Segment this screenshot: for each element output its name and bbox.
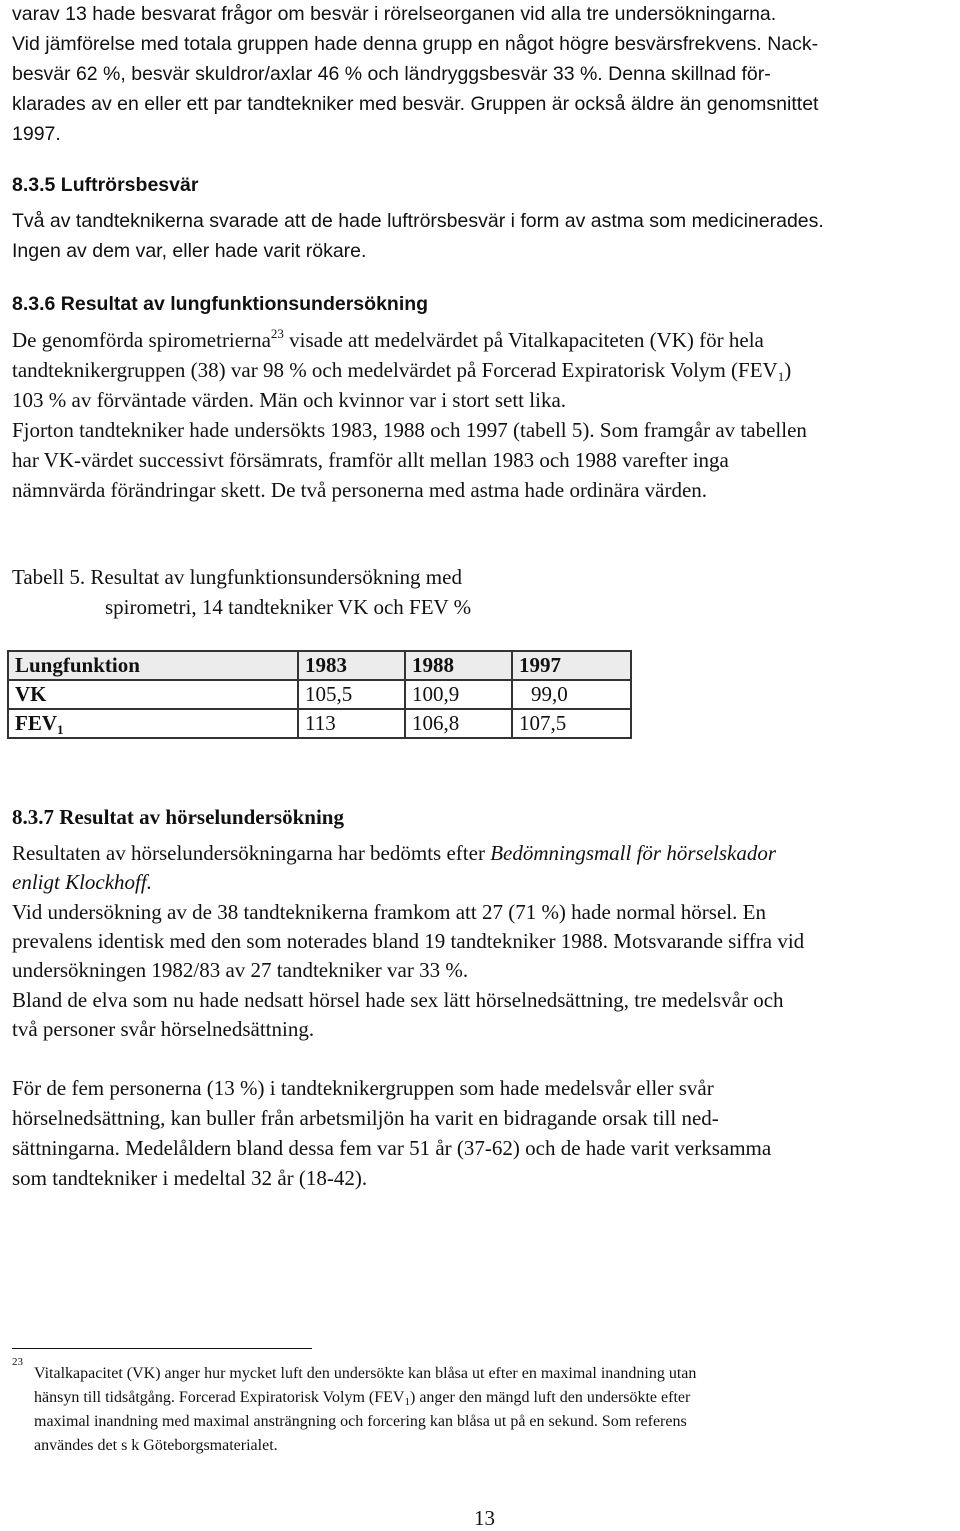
footnote-ref: 23 xyxy=(270,326,284,341)
section-837-para2-line-4: som tandtekniker i medeltal 32 år (18-42). xyxy=(12,1166,368,1190)
intro-line-1: varav 13 hade besvarat frågor om besvär i rörelseorganen vid alla tre undersökningarna. xyxy=(12,3,777,25)
table-header-cell: 1983 xyxy=(298,651,405,680)
section-837-line-6: Bland de elva som nu hade nedsatt hörsel hade sex lätt hörselnedsättning, tre medelsvår och xyxy=(12,988,784,1012)
section-837-line-3: Vid undersökning av de 38 tandteknikerna framkom att 27 (71 %) hade normal hörsel. En xyxy=(12,900,766,924)
table-cell: 100,9 xyxy=(405,680,512,709)
section-836-heading: 8.3.6 Resultat av lungfunktionsundersökning xyxy=(12,293,429,315)
section-835-line-2: Ingen av dem var, eller hade varit rökare. xyxy=(12,240,367,262)
intro-line-3: besvär 62 %, besvär skuldror/axlar 46 % och ländryggsbesvär 33 %. Denna skillnad för- xyxy=(12,63,771,85)
footnote-mark: 23 xyxy=(12,1356,23,1368)
table-cell: 99,0 xyxy=(512,680,631,709)
table-header-cell: 1997 xyxy=(512,651,631,680)
section-837-para2-line-2: hörselnedsättning, kan buller från arbetsmiljön ha varit en bidragande orsak till ned- xyxy=(12,1106,719,1130)
section-836-line-3: 103 % av förväntade värden. Män och kvinnor var i stort sett lika. xyxy=(12,388,567,412)
table-cell: 106,8 xyxy=(405,709,512,738)
table-row-label: VK xyxy=(8,680,298,709)
table-header-row xyxy=(8,651,631,680)
section-835-heading: 8.3.5 Luftrörsbesvär xyxy=(12,174,199,196)
section-837-line-4: prevalens identisk med den som noterades bland 19 tandtekniker 1988. Motsvarande siffra vid xyxy=(12,929,805,953)
section-836-line-6: nämnvärda förändringar skett. De två personerna med astma hade ordinära värden. xyxy=(12,478,708,502)
footnote-line-2: hänsyn till tidsåtgång. Forcerad Expiratorisk Volym $(FEV_1)$ anger den mängd luft den undersökte efter xyxy=(34,1389,691,1408)
table-caption-line-2: spirometri, 14 tandtekniker VK och FEV % xyxy=(105,595,472,619)
table-cell: 105,5 xyxy=(298,680,405,709)
section-836-line-5: har VK-värdet successivt försämrats, framför allt mellan 1983 och 1988 varefter inga xyxy=(12,448,729,472)
intro-line-4: klarades av en eller ett par tandtekniker med besvär. Gruppen är också äldre än genomsnittet xyxy=(12,93,819,115)
section-837-line-2: enligt Klockhoff. xyxy=(12,870,152,894)
footnote-line-1: Vitalkapacitet (VK) anger hur mycket luft den undersökte kan blåsa ut efter en maximal inandning utan xyxy=(34,1365,697,1382)
section-836-line-1: De genomförda spirometrierna$^{23}$ visade att medelvärdet på Vitalkapaciteten (VK) för hela xyxy=(12,326,764,352)
footnote-line-4: användes det s k Göteborgsmaterialet. xyxy=(34,1437,278,1454)
section-836-line-4: Fjorton tandtekniker hade undersökts 1983, 1988 och 1997 (tabell 5). Som framgår av tabellen xyxy=(12,418,807,442)
section-837-para2-line-3: sättningarna. Medelåldern bland dessa fem var 51 år (37-62) och de hade varit verksamma xyxy=(12,1136,772,1160)
table-header-cell: Lungfunktion xyxy=(8,651,298,680)
footnote-divider xyxy=(12,1348,312,1349)
intro-line-5: 1997. xyxy=(12,123,61,145)
section-837-line-7: två personer svår hörselnedsättning. xyxy=(12,1017,315,1041)
section-836-line-2: tandteknikergruppen (38) var 98 % och medelvärdet på Forcerad Expiratorisk Volym $(FEV_1)$ xyxy=(12,358,792,384)
table-caption-line-1: Tabell 5. Resultat av lungfunktionsundersökning med xyxy=(12,565,462,589)
table-cell: 107,5 xyxy=(512,709,631,738)
table-row xyxy=(8,680,631,709)
table-cell: 113 xyxy=(298,709,405,738)
intro-line-2: Vid jämförelse med totala gruppen hade denna grupp en något högre besvärsfrekvens. Nack- xyxy=(12,33,819,55)
table-row xyxy=(8,709,631,738)
table-header-cell: 1988 xyxy=(405,651,512,680)
section-837-line-5: undersökningen 1982/83 av 27 tandtekniker var 33 %. xyxy=(12,958,469,982)
footnote-line-3: maximal inandning med maximal ansträngning och forcering kan blåsa ut på en sekund. Som referens xyxy=(34,1413,687,1430)
section-835-line-1: Två av tandteknikerna svarade att de hade luftrörsbesvär i form av astma som medicinerades. xyxy=(12,210,824,232)
table-row-label: $FEV_1$ xyxy=(8,709,298,738)
section-837-para2-line-1: För de fem personerna (13 %) i tandteknikergruppen som hade medelsvår eller svår xyxy=(12,1076,714,1100)
spirometry-table xyxy=(7,650,632,739)
page-number: 13 xyxy=(474,1506,495,1530)
section-837-heading: 8.3.7 Resultat av hörselundersökning xyxy=(12,805,344,829)
section-837-line-1: Resultaten av hörselundersökningarna har bedömts efter Bedömningsmall för hörselskador xyxy=(12,841,777,865)
